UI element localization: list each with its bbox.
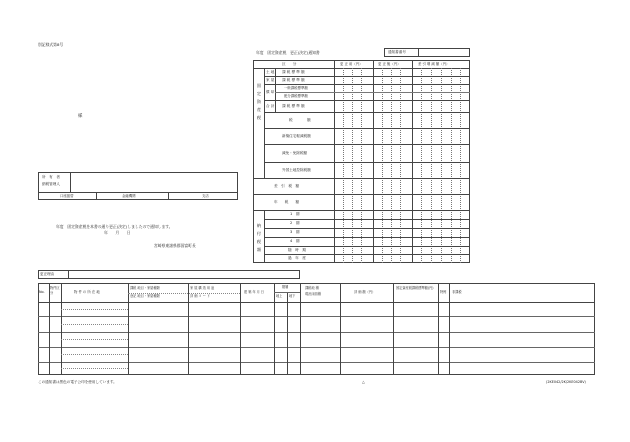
correction-reason-label: 更正理由 [40,272,55,276]
col-floor-down: 地下 [289,294,296,298]
row-net-tax: 差 引 税 額 [274,184,300,188]
row-total-std: 課 税 標 準 額 [282,104,305,108]
row-house: 家 屋 [266,78,275,82]
col-tax-reduce: 非課税 [452,290,462,294]
tax-manager-label: 納税管理人 [42,182,60,186]
footer-note: この通知書は黒色の電子公印を使用しています。 [38,380,117,384]
footer-mark: △ [362,380,365,384]
col-kazei-code: 家 屋 構 造 用 途 [190,286,215,290]
row-new-house-reduction: 新築住宅軽減税額 [282,134,311,138]
payment-row-4: 4 期 [290,239,300,243]
row-tax-amount: 税 額 [289,118,311,122]
row-total: 合 計 [266,104,275,108]
correction-reason-box [38,270,300,279]
col-kazei-code-sub: 評 価 コ ー ド [190,294,210,298]
col-kubun: 区 分 [282,62,297,66]
payment-row-adhoc: 随 時 期 [288,248,306,252]
row-depreciable: 償 却 [266,90,275,94]
col-value: 評 価 額（円） [354,290,376,294]
taxpayer-label: 所 有 者 [42,175,60,179]
col-kubun: 物件区分 [50,286,60,295]
bank-account-label: 口座振替 [60,193,74,198]
payment-row-3: 3 期 [290,230,300,234]
col-chimoku-sub: 登記 地目・家屋種類 [130,294,160,298]
row-land: 土 地 [266,70,275,74]
bank-label: 金融機関 [122,193,136,198]
row-reduction-exemption: 減免・免除税額 [282,151,308,155]
row-land-std: 課 税 標 準 額 [282,70,305,74]
col-area: 課税地 積 [305,286,319,290]
col-floor: 階層 [282,285,289,289]
col-before: 更 正 前（円） [340,62,363,66]
group-label-fixed-asset: 固定資産税 [256,83,262,120]
notice-message: 年度 固定資産税を本書の通り更正(決定)しましたので通知します。 [56,224,173,229]
row-house-std: 課 税 標 準 額 [282,78,305,82]
honorific: 様 [78,114,83,119]
document-title: 年度 固定資産税 更正(決定)通知書 [256,50,320,55]
row-depr-general: 一般課税標準額 [284,86,308,90]
row-depr-allot: 配分課税標準額 [284,94,308,98]
col-no: No. [39,290,45,294]
issuer-name: 宮崎県東諸県郡国富町長 [154,243,196,248]
form-number: 別記様式第8号 [38,42,64,47]
payment-row-past: 過 年 度 [288,256,306,260]
col-std: 固定資産税課税標準額(円) [396,286,434,290]
col-after: 更 正 後（円） [378,62,401,66]
notice-date: 年 月 日 [104,230,131,235]
notice-number-label: 通知書番号 [388,50,406,54]
group-label-payment: 納付税額 [256,223,262,252]
row-annual-tax: 年 税 額 [274,200,300,204]
payment-row-2: 2 期 [290,221,300,225]
col-tax-rate: 特例 [440,290,447,294]
row-foreign-deduction: 外国土地控除税額 [282,168,311,172]
col-diff: 差 引 増 減 額（円） [418,62,450,66]
payment-row-1: 1 期 [290,212,300,216]
col-location: 物 件 の 所 在 地 [74,290,100,294]
col-floor-up: 地上 [276,294,283,298]
branch-label: 支店 [202,193,209,198]
col-year: 建 築 年 月 日 [244,290,264,294]
col-area-sub: 現況床面積 [305,292,321,296]
col-chimoku: 課税 地目・家屋種類 [130,286,160,290]
footer-code: (2KE042/2K/2KE042BV) [546,380,586,384]
